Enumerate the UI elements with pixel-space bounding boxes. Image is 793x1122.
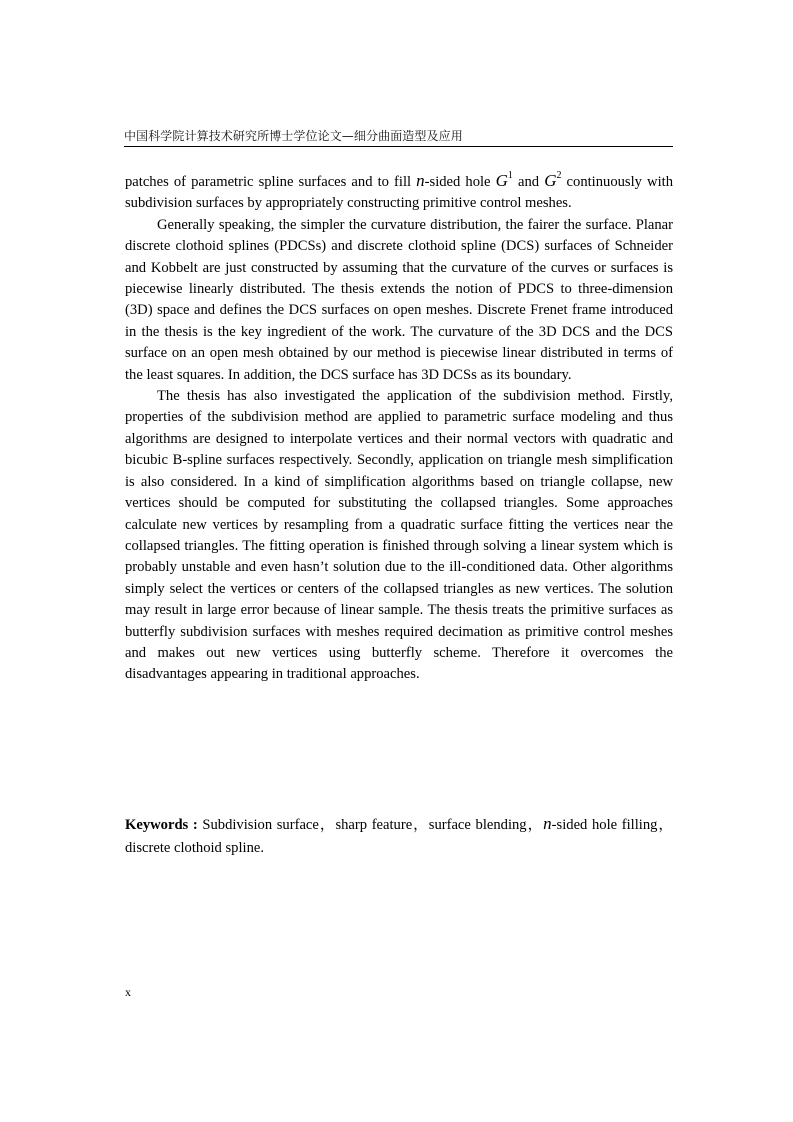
intro-text-2: -sided hole [424,174,496,190]
keywords-math-n: n [543,814,552,833]
math-g2-exponent: 2 [556,170,562,181]
math-g2 [544,171,561,190]
keywords-section [125,812,673,860]
math-g2-base: G [544,171,557,190]
intro-text-1: patches of parametric spline surfaces and to fill [125,174,417,190]
math-g1-exponent: 1 [507,170,513,181]
intro-text-4: continuously with subdivision surfaces by appropriately constructing primitive control meshes. [125,174,673,212]
paragraph-applications: The thesis has also investigated the application of the subdivision method. Firstly, properties of the subdivision method are applied to parametric surface modeling and thus algorithms are designed to interpolate vertices and their normal vectors with quadratic and bicubic B-spline surfaces respectively. Secondly, application on triangle mesh simplification is also considered. In a kind of simplification algorithms based on triangle collapse, new vertices should be computed for substituting the collapsed triangles. Some approaches calculate new vertices by resampling from a quadratic surface fitting the vertices near the collapsed triangles. The fitting operation is finished through solving a linear system which is probably unstable and even hasn’t solution due to the ill-conditioned data. Other algorithms simply select the vertices or centers of the collapsed triangles as new vertices. The solution may result in large error because of linear sample. The thesis treats the primitive surfaces as butterfly subdivision surfaces with meshes required decimation as primitive control meshes and makes out new vertices using butterfly scheme. Therefore it overcomes the disadvantages appearing in traditional approaches. [125,388,673,683]
math-g1 [496,171,513,190]
running-header: 中国科学院计算技术研究所博士学位论文—细分曲面造型及应用 [124,129,463,143]
keywords-label: Keywords : [125,817,198,833]
paragraph-curvature: Generally speaking, the simpler the curvature distribution, the fairer the surface. Planar discrete clothoid splines (PDCSs) and discrete clothoid spline (DCS) surfaces of Schneider and Kobbelt are just constructed by assuming that the curvature of the curves or surfaces is piecewise linearly distributed. The thesis extends the notion of PDCS to three-dimension (3D) space and defines the DCS surfaces on open meshes. Discrete Frenet frame introduced in the thesis is the key ingredient of the work. The curvature of the 3D DCS and the DCS surface on an open mesh obtained by our method is piecewise linear distributed in terms of the least squares. In addition, the DCS surface has 3D DCSs as its boundary. [125,216,673,383]
math-n: n [416,171,425,190]
math-g1-base: G [495,171,508,190]
intro-text-3: and [512,174,545,190]
header-rule [124,146,673,147]
keywords-text-1: Subdivision surface，sharp feature，surface blending， [197,817,544,833]
page-number: x [125,985,131,999]
abstract-body [125,165,673,686]
intro-paragraph [125,165,673,215]
keywords-text-2: -sided hole filling，discrete clothoid spline. [125,817,673,856]
